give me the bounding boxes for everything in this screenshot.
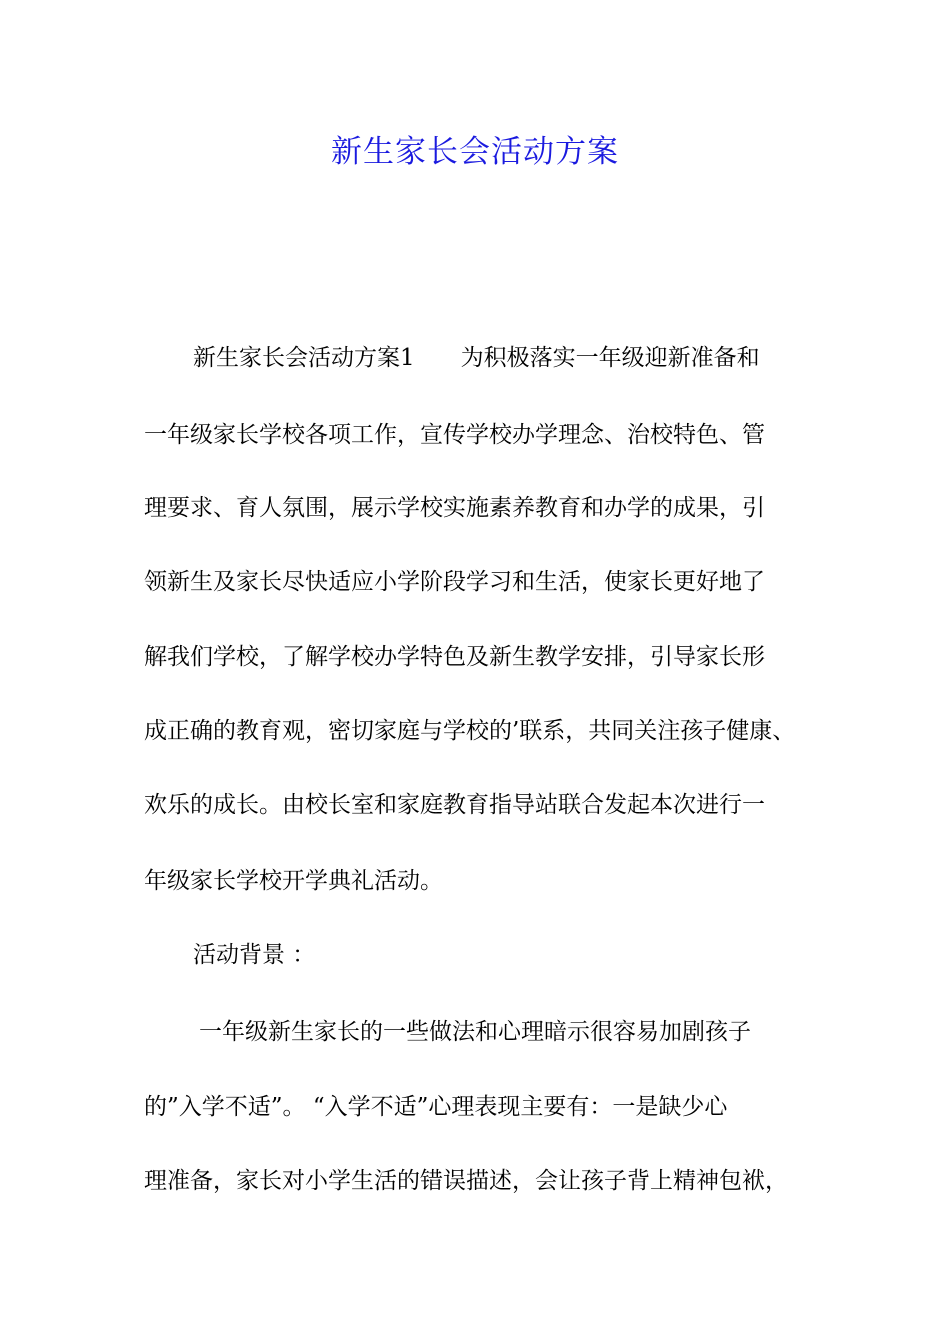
text-line-8: 年级家长学校开学典礼活动。 (144, 868, 443, 894)
text-line-6: 成正确的教育观，密切家庭与学校的’联系，共同关注孩子健康、 (144, 718, 796, 744)
text-line-3: 理要求、育人氛围，展示学校实施素养教育和办学的成果，引 (144, 495, 765, 521)
text-line-5: 解我们学校，了解学校办学特色及新生教学安排，引导家长形 (144, 644, 765, 670)
text-line-10: 一年级新生家长的一些做法和心理暗示很容易加剧孩子 (199, 1019, 751, 1045)
text-line-2: 一年级家长学校各项工作，宣传学校办学理念、治校特色、管 (144, 422, 765, 448)
text-line-12: 理准备，家长对小学生活的错误描述，会让孩子背上精神包袱， (144, 1168, 788, 1194)
document-title: 新生家长会活动方案 (331, 134, 619, 170)
text-line-11: 的”入学不适”。 “入学不适”心理表现主要有：一是缺少心 (144, 1094, 728, 1120)
section-heading-background: 活动背景 ： (193, 942, 316, 968)
text-line-7: 欢乐的成长。由校长室和家庭教育指导站联合发起本次进行一 (144, 792, 765, 818)
text-line-4: 领新生及家长尽快适应小学阶段学习和生活，使家长更好地了 (144, 569, 765, 595)
text-line-1: 新生家长会活动方案1 为积极落实一年级迎新准备和 (193, 345, 760, 371)
